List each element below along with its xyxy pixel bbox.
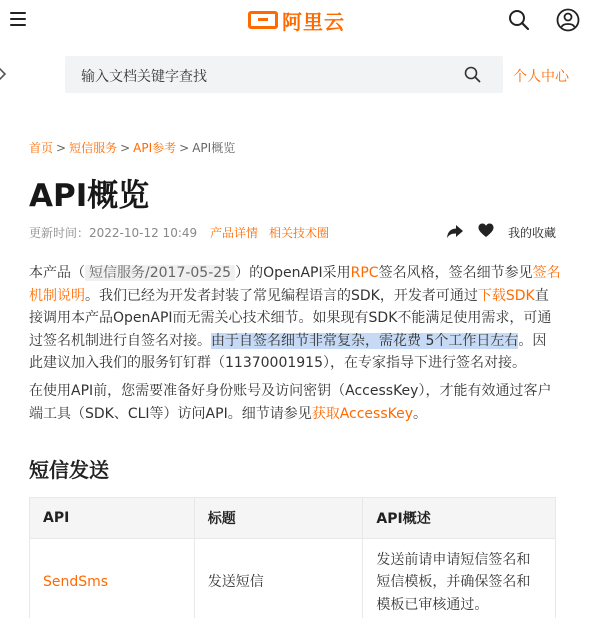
download-sdk-link[interactable]: 下载SDK (477, 287, 535, 304)
column-header-title: 标题 (194, 498, 363, 539)
product-detail-link[interactable]: 产品详情 (210, 226, 259, 240)
breadcrumb-api-ref[interactable]: API参考 (133, 141, 177, 155)
text-line: 本产品（ 短信服务/2017-05-25 ）的OpenAPI采用RPC签名风格，签名细节参见签名 (29, 265, 561, 281)
text-line: 端工具（SDK、CLI等）访问API。细节请参见获取AccessKey。 (29, 405, 428, 422)
breadcrumb-current: API概览 (192, 141, 236, 155)
section-title: 短信发送 (29, 458, 109, 482)
doc-search-row (0, 56, 589, 94)
search-icon[interactable] (464, 66, 481, 83)
api-table (29, 497, 556, 618)
tech-community-link[interactable]: 相关技术圈 (269, 226, 330, 240)
search-icon[interactable] (508, 9, 530, 31)
signature-mechanism-link[interactable]: 签名 (532, 265, 561, 281)
doc-search-input[interactable] (65, 56, 503, 93)
text-line: 在使用API前，您需要准备好身份账号及访问密钥（AccessKey），才能有效通过客户 (29, 383, 552, 399)
aliyun-logo[interactable] (248, 9, 345, 34)
table-header-row (30, 498, 556, 539)
text-line: 机制说明。我们已经为开发者封装了常见编程语言的SDK，开发者可通过下载SDK直 (29, 287, 549, 304)
table-row (30, 539, 556, 618)
breadcrumb-sms[interactable]: 短信服务 (69, 141, 118, 155)
menu-icon[interactable] (10, 12, 26, 26)
get-accesskey-link[interactable]: 获取AccessKey (311, 405, 414, 422)
user-icon[interactable] (556, 8, 580, 32)
api-version-code: 短信服务/2017-05-25 (85, 265, 235, 281)
api-name-cell (30, 539, 195, 618)
logo-text: 阿里云 (282, 9, 345, 34)
my-favorites-label[interactable]: 我的收藏 (508, 226, 557, 240)
rpc-link[interactable]: RPC (350, 265, 379, 281)
text-line: 接调用本产品OpenAPI而无需关心技术细节。如果现有SDK不能满足使用需求，可通 (29, 310, 552, 327)
sendsms-link[interactable]: SendSms (43, 574, 109, 591)
selected-text: 由于自签名细节非常复杂，需花费 5个工作日左右 (211, 332, 519, 349)
column-header-summary: API概述 (363, 498, 556, 539)
api-summary-cell: 发送前请申请短信签名和 短信模板，并确保签名和 模板已审核通过。 (363, 539, 556, 618)
personal-center-link[interactable]: 个人中心 (513, 69, 569, 85)
signature-mechanism-link-cont[interactable]: 机制说明 (29, 287, 85, 304)
column-header-api: API (30, 498, 195, 539)
api-title-cell: 发送短信 (194, 539, 363, 618)
accesskey-paragraph (29, 380, 559, 425)
chevron-right-icon[interactable] (0, 66, 8, 82)
top-bar (0, 0, 589, 40)
breadcrumb-home[interactable]: 首页 (29, 141, 54, 155)
intro-paragraph (29, 262, 559, 375)
share-icon[interactable] (446, 223, 464, 239)
text-line: 此建议加入我们的服务钉钉群（11370001915），在专家指导下进行签名对接。 (29, 355, 526, 372)
heart-icon[interactable] (478, 223, 494, 238)
text-line: 过签名机制进行自签名对接。由于自签名细节非常复杂，需花费 5个工作日左右。因 (29, 332, 547, 349)
logo-mark-icon (248, 11, 278, 29)
page-meta (29, 222, 559, 240)
page-title: API概览 (29, 178, 150, 214)
search-placeholder: 输入文档关键字查找 (81, 69, 207, 85)
updated-time: 更新时间：2022-10-12 10:49 (29, 226, 198, 240)
breadcrumb: 首页 > 短信服务 > API参考 > API概览 (29, 141, 236, 155)
